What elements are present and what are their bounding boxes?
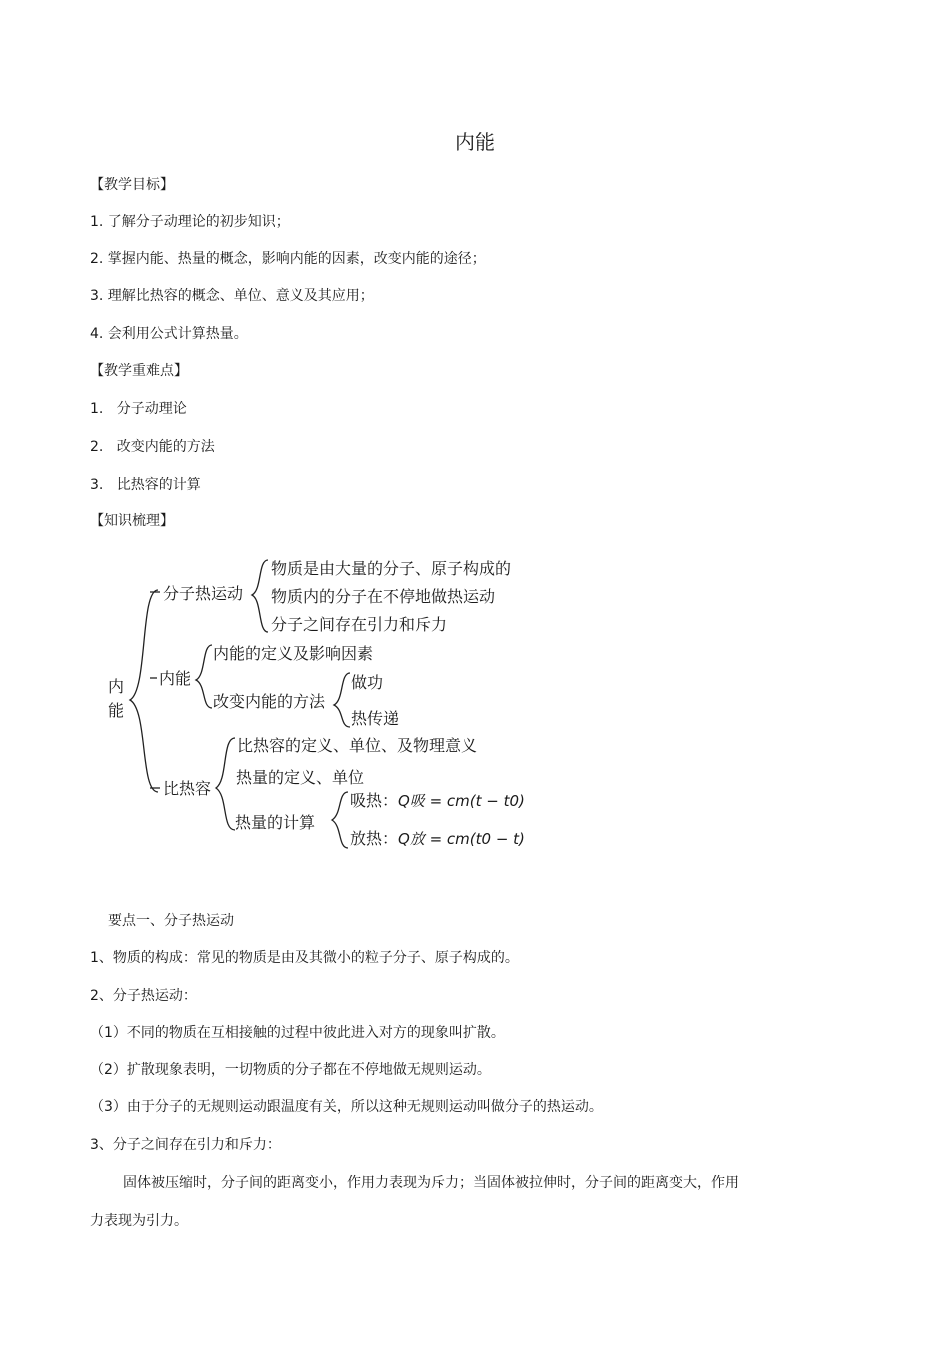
branch1-item-2: 物质内的分子在不停地做热运动: [271, 587, 496, 606]
branch2-sub-item-1: 做功: [351, 673, 384, 692]
part1-p3-body-line-1: 固体被压缩时，分子间的距离变小，作用力表现为斥力；当固体被拉伸时，分子间的距离变大，作用: [123, 1175, 739, 1191]
goal-item-3: 3. 理解比热容的概念、单位、意义及其应用；: [90, 288, 374, 304]
absorb-formula: Q吸 = cm(t − t0): [398, 792, 525, 810]
knowledge-heading: 【知识梳理】: [90, 513, 174, 529]
key-point-3: 3. 比热容的计算: [90, 477, 201, 493]
release-label: 放热：: [350, 829, 399, 848]
branch1-label: 分子热运动: [163, 584, 244, 603]
part1-paragraph-2: 2、分子热运动：: [90, 988, 197, 1004]
key-points-heading: 【教学重难点】: [90, 363, 188, 379]
key-point-2: 2. 改变内能的方法: [90, 439, 215, 455]
branch1-item-1: 物质是由大量的分子、原子构成的: [271, 559, 512, 578]
branch2-sub-brace: [334, 673, 350, 727]
calc-brace: [332, 792, 348, 848]
branch2-sub-item-2: 热传递: [351, 709, 400, 728]
page-title: 内能: [455, 130, 495, 154]
goal-item-1: 1. 了解分子动理论的初步知识；: [90, 214, 290, 230]
part1-p2-item-3: （3）由于分子的无规则运动跟温度有关，所以这种无规则运动叫做分子的热运动。: [90, 1099, 603, 1115]
root-brace: [130, 590, 158, 792]
absorb-label: 吸热：: [350, 791, 399, 810]
part1-p2-item-2: （2）扩散现象表明，一切物质的分子都在不停地做无规则运动。: [90, 1062, 491, 1078]
branch2-label: 内能: [159, 669, 192, 688]
branch1-brace: [252, 560, 268, 632]
goal-item-2: 2. 掌握内能、热量的概念，影响内能的因素，改变内能的途径；: [90, 251, 486, 267]
branch2-brace: [196, 645, 212, 708]
part1-paragraph-3: 3、分子之间存在引力和斥力：: [90, 1137, 281, 1153]
branch1-item-3: 分子之间存在引力和斥力: [271, 615, 448, 634]
branch2-item-1: 内能的定义及影响因素: [213, 644, 374, 663]
goals-heading: 【教学目标】: [90, 177, 174, 193]
mindmap-root-char-2: 能: [108, 701, 125, 720]
branch2-sub-label: 改变内能的方法: [213, 692, 326, 711]
branch3-brace: [216, 738, 235, 830]
branch3-calc-label: 热量的计算: [235, 813, 316, 832]
branch3-item-1: 比热容的定义、单位、及物理意义: [237, 736, 478, 755]
branch3-item-2: 热量的定义、单位: [236, 768, 365, 787]
part1-heading: 要点一、分子热运动: [108, 913, 234, 929]
part1-p2-item-1: （1）不同的物质在互相接触的过程中彼此进入对方的现象叫扩散。: [90, 1025, 505, 1041]
goal-item-4: 4. 会利用公式计算热量。: [90, 326, 248, 342]
part1-paragraph-1: 1、物质的构成：常见的物质是由及其微小的粒子分子、原子构成的。: [90, 950, 519, 966]
part1-p3-body-line-2: 力表现为引力。: [90, 1213, 188, 1229]
key-point-1: 1. 分子动理论: [90, 401, 187, 417]
branch3-label: 比热容: [163, 779, 212, 798]
release-formula: Q放 = cm(t0 − t): [398, 830, 525, 848]
mindmap-root-char-1: 内: [108, 677, 125, 696]
